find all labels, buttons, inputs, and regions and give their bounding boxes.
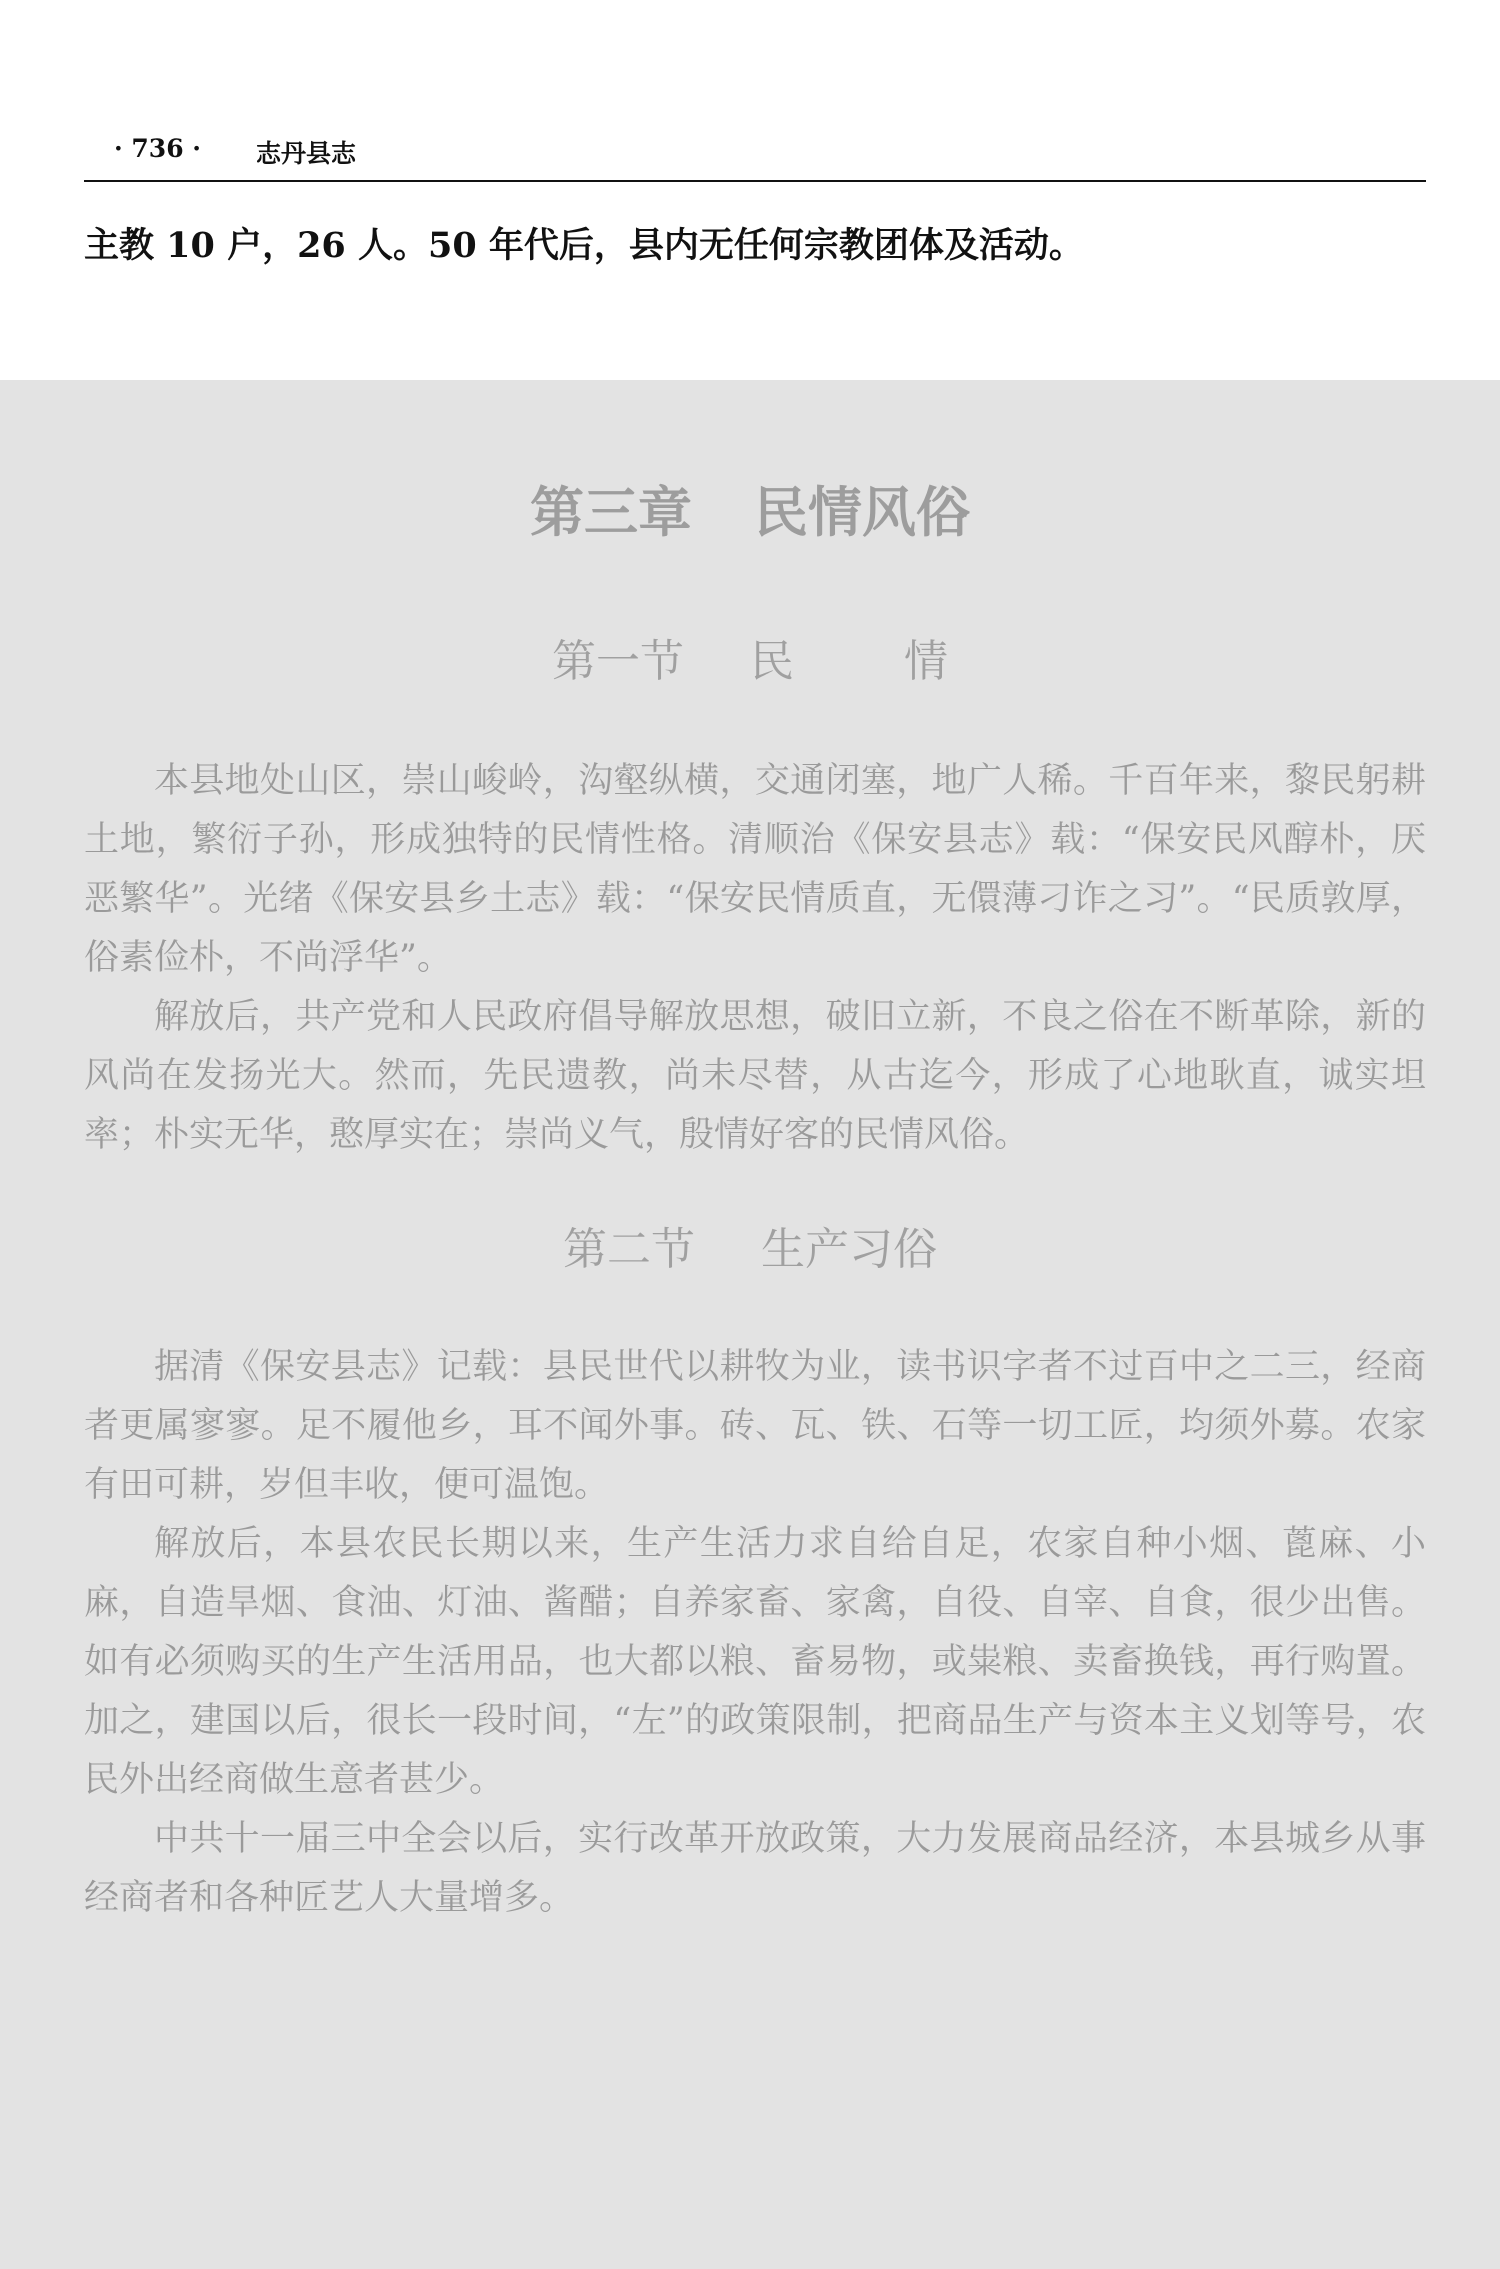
paragraph: 本县地处山区，崇山峻岭，沟壑纵横，交通闭塞，地广人稀。千百年来，黎民躬耕土地，繁衍子孙，形成独特的民情性格。清顺治《保安县志》载：“保安民风醇朴，厌恶繁华”。光绪《保安县乡土志》载：“保安民情质直，无儇薄刁诈之习”。“民质敦厚，俗素俭朴，不尚浮华”。 xyxy=(84,761,1426,978)
book-title: 志丹县志 xyxy=(256,139,357,168)
chapter-name: 民情风俗 xyxy=(754,481,970,544)
section-2-name: 生产习俗 xyxy=(761,1224,937,1275)
section-2-title xyxy=(0,1220,1500,1280)
paragraph: 据清《保安县志》记载：县民世代以耕牧为业，读书识字者不过百中之二三，经商者更属寥寥。足不履他乡，耳不闻外事。砖、瓦、铁、石等一切工匠，均须外募。农家有田可耕，岁但丰收，便可温饱。 xyxy=(84,1347,1426,1505)
section-1-body xyxy=(84,752,1426,1165)
chapter-title xyxy=(0,478,1500,548)
section-2-body xyxy=(84,1338,1426,1928)
section-1-title xyxy=(0,632,1500,692)
paragraph: 中共十一届三中全会以后，实行改革开放政策，大力发展商品经济，本县城乡从事经商者和各种匠艺人大量增多。 xyxy=(84,1819,1426,1918)
section-1-name-part-2: 情 xyxy=(904,636,948,687)
paragraph: 解放后，本县农民长期以来，生产生活力求自给自足，农家自种小烟、蓖麻、小麻，自造旱烟、食油、灯油、酱醋；自养家畜、家禽，自役、自宰、自食，很少出售。如有必须购买的生产生活用品，也大都以粮、畜易物，或粜粮、卖畜换钱，再行购置。加之，建国以后，很长一段时间，“左”的政策限制，把商品生产与资本主义划等号，农民外出经商做生意者甚少。 xyxy=(84,1524,1426,1800)
section-2-number: 第二节 xyxy=(563,1224,695,1275)
page-number: · 736 · xyxy=(114,134,201,163)
paragraph: 解放后，共产党和人民政府倡导解放思想，破旧立新，不良之俗在不断革除，新的风尚在发扬光大。然而，先民遗教，尚未尽替，从古迄今，形成了心地耿直，诚实坦率；朴实无华，憨厚实在；崇尚义气，殷情好客的民情风俗。 xyxy=(84,997,1426,1155)
running-header xyxy=(84,132,1426,182)
continued-paragraph: 主教 10 户，26 人。50 年代后，县内无任何宗教团体及活动。 xyxy=(84,225,1084,266)
chapter-number: 第三章 xyxy=(530,481,692,544)
chapter-panel xyxy=(0,380,1500,2269)
section-1-name-part-1: 民 xyxy=(750,636,794,687)
section-1-number: 第一节 xyxy=(552,636,684,687)
